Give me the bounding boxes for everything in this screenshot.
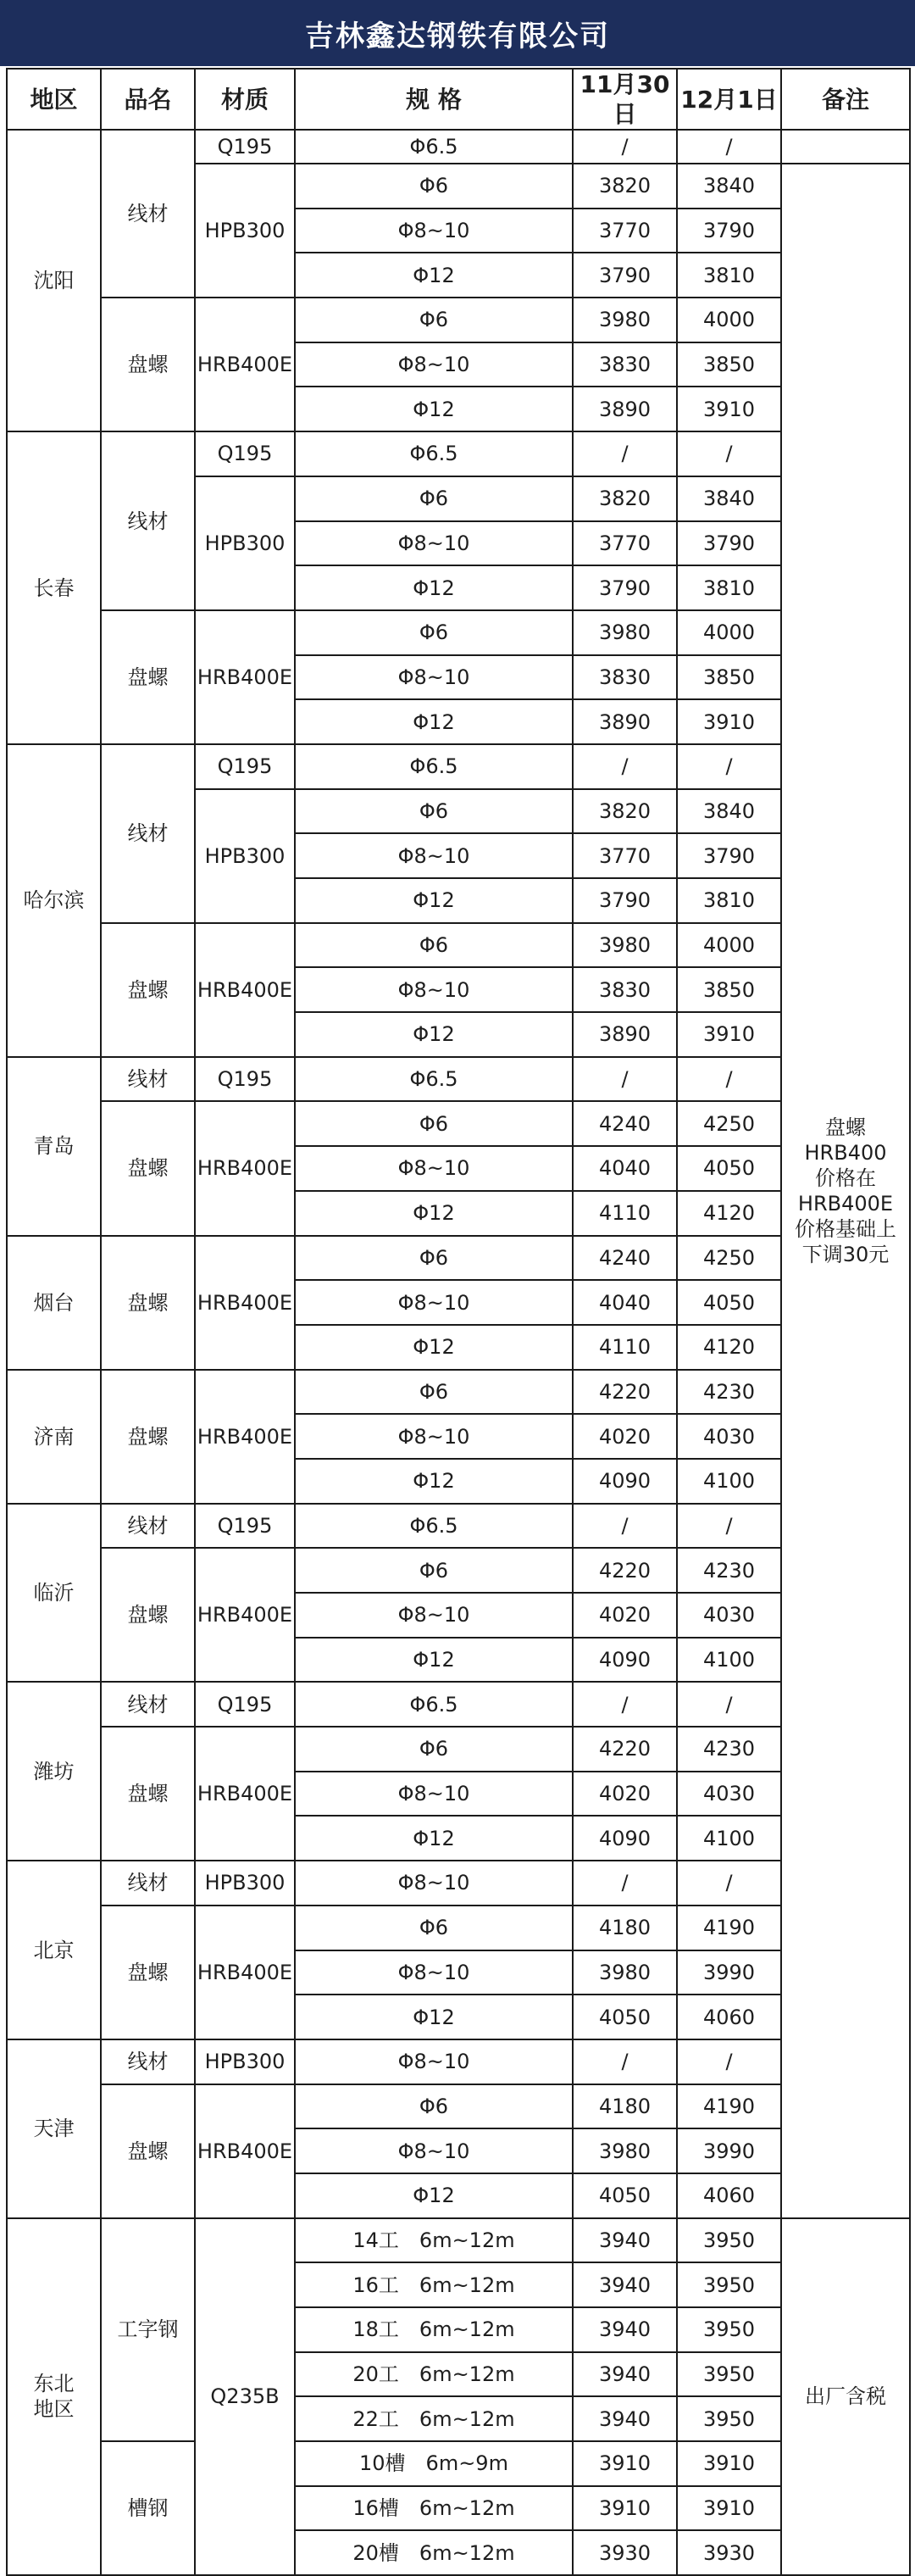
price-date-2-cell: 4060: [677, 2173, 781, 2218]
spec-cell: Φ8~10: [295, 2128, 573, 2173]
spec-cell: Φ6: [295, 298, 573, 342]
price-date-1-cell: 4020: [573, 1772, 677, 1817]
region-cell: 潍坊: [7, 1682, 101, 1861]
header-region: 地区: [7, 69, 101, 130]
price-date-1-cell: 4050: [573, 2173, 677, 2218]
product-cell: 线材: [101, 2039, 195, 2084]
remark-note-line: HRB400: [804, 1140, 887, 1165]
price-date-1-cell: 4040: [573, 1280, 677, 1325]
price-date-2-cell: 4030: [677, 1414, 781, 1459]
spec-cell: Φ8~10: [295, 209, 573, 253]
material-cell: Q195: [195, 431, 295, 476]
price-date-1-cell: 3940: [573, 2352, 677, 2397]
material-cell: Q195: [195, 130, 295, 164]
spec-cell: Φ8~10: [295, 1146, 573, 1191]
spec-cell: 16工 6m~12m: [295, 2262, 573, 2307]
spec-cell: Φ6: [295, 1727, 573, 1772]
spec-cell: Φ6: [295, 164, 573, 209]
price-date-1-cell: /: [573, 1057, 677, 1102]
spec-cell: Φ12: [295, 1012, 573, 1057]
spec-cell: Φ6: [295, 1548, 573, 1593]
price-date-2-cell: 4250: [677, 1236, 781, 1281]
spec-cell: 22工 6m~12m: [295, 2396, 573, 2441]
product-cell: 盘螺: [101, 1370, 195, 1504]
price-date-2-cell: 4100: [677, 1816, 781, 1861]
spec-cell: Φ6: [295, 1236, 573, 1281]
region-cell: 临沂: [7, 1504, 101, 1683]
price-date-1-cell: /: [573, 431, 677, 476]
price-date-1-cell: 3830: [573, 967, 677, 1012]
material-cell: Q195: [195, 1504, 295, 1549]
spec-cell: Φ12: [295, 1816, 573, 1861]
table-body: [7, 130, 910, 2575]
spec-cell: Φ12: [295, 1191, 573, 1236]
material-cell: HRB400E: [195, 1727, 295, 1861]
header-date-2: 12月1日: [677, 69, 781, 130]
price-date-2-cell: 3930: [677, 2530, 781, 2575]
price-date-1-cell: 4040: [573, 1146, 677, 1191]
price-date-2-cell: 3990: [677, 2128, 781, 2173]
price-date-2-cell: 3840: [677, 789, 781, 834]
price-date-2-cell: /: [677, 1057, 781, 1102]
price-date-2-cell: 4230: [677, 1727, 781, 1772]
price-date-1-cell: 3940: [573, 2396, 677, 2441]
price-date-1-cell: 4220: [573, 1548, 677, 1593]
material-cell: Q195: [195, 744, 295, 789]
price-date-1-cell: 4180: [573, 2084, 677, 2129]
price-date-2-cell: 4000: [677, 298, 781, 342]
table-row: [7, 1504, 910, 1549]
table-row: [7, 298, 910, 342]
remark-note-line: HRB400E: [797, 1191, 894, 1216]
spec-cell: Φ8~10: [295, 1861, 573, 1906]
spec-cell: 14工 6m~12m: [295, 2218, 573, 2263]
price-date-2-cell: 4230: [677, 1370, 781, 1415]
price-date-2-cell: 3910: [677, 699, 781, 744]
price-date-2-cell: 3910: [677, 2441, 781, 2486]
price-date-1-cell: 3830: [573, 342, 677, 387]
material-cell: HRB400E: [195, 1101, 295, 1235]
price-date-1-cell: 3890: [573, 1012, 677, 1057]
spec-cell: Φ12: [295, 2173, 573, 2218]
spec-cell: Φ6: [295, 1370, 573, 1415]
price-date-1-cell: 4180: [573, 1906, 677, 1950]
price-date-2-cell: 3950: [677, 2352, 781, 2397]
spec-cell: Φ12: [295, 387, 573, 431]
material-cell: HPB300: [195, 164, 295, 298]
spec-cell: 20槽 6m~12m: [295, 2530, 573, 2575]
spec-cell: 16槽 6m~12m: [295, 2486, 573, 2531]
price-date-2-cell: 3850: [677, 655, 781, 700]
price-date-1-cell: 3940: [573, 2307, 677, 2352]
price-date-2-cell: 3810: [677, 565, 781, 610]
spec-cell: Φ8~10: [295, 1772, 573, 1817]
spec-cell: Φ8~10: [295, 2039, 573, 2084]
material-cell: HRB400E: [195, 610, 295, 744]
product-cell: 工字钢: [101, 2218, 195, 2441]
material-cell: HRB400E: [195, 1548, 295, 1682]
region-cell: 北京: [7, 1861, 101, 2039]
spec-cell: Φ6.5: [295, 130, 573, 164]
header-remark: 备注: [781, 69, 910, 130]
price-date-1-cell: 3980: [573, 610, 677, 655]
remark-bottom-cell: 出厂含税: [781, 2218, 910, 2576]
price-table: [6, 68, 911, 2576]
spec-cell: Φ8~10: [295, 833, 573, 878]
price-date-1-cell: 3890: [573, 699, 677, 744]
material-cell: HRB400E: [195, 1370, 295, 1504]
price-date-2-cell: 3910: [677, 1012, 781, 1057]
material-cell: Q195: [195, 1057, 295, 1102]
remark-empty-cell: [781, 130, 910, 164]
product-cell: 线材: [101, 1861, 195, 1906]
price-date-2-cell: 4230: [677, 1548, 781, 1593]
table-row: [7, 744, 910, 789]
material-cell: HPB300: [195, 1861, 295, 1906]
price-date-2-cell: 4030: [677, 1593, 781, 1638]
price-date-1-cell: 3980: [573, 923, 677, 968]
region-cell: 东北 地区: [7, 2218, 101, 2576]
page-title: 吉林鑫达钢铁有限公司: [0, 0, 915, 66]
price-date-2-cell: 4060: [677, 1995, 781, 2039]
remark-note-line: 价格在: [815, 1166, 876, 1190]
header-row: [7, 69, 910, 130]
price-date-1-cell: 3770: [573, 833, 677, 878]
spec-cell: Φ12: [295, 253, 573, 298]
price-date-2-cell: 3850: [677, 967, 781, 1012]
price-date-2-cell: 3910: [677, 387, 781, 431]
price-date-1-cell: 3930: [573, 2530, 677, 2575]
price-date-2-cell: 4190: [677, 2084, 781, 2129]
price-date-2-cell: 3910: [677, 2486, 781, 2531]
price-date-1-cell: 4090: [573, 1638, 677, 1683]
price-date-2-cell: 4120: [677, 1191, 781, 1236]
header-product: 品名: [101, 69, 195, 130]
price-date-2-cell: 3840: [677, 476, 781, 521]
price-date-2-cell: /: [677, 1682, 781, 1727]
price-date-1-cell: 3790: [573, 565, 677, 610]
spec-cell: Φ6.5: [295, 1682, 573, 1727]
spec-cell: Φ8~10: [295, 655, 573, 700]
spec-cell: Φ6.5: [295, 1504, 573, 1549]
price-date-2-cell: 3950: [677, 2218, 781, 2263]
price-date-1-cell: 4050: [573, 1995, 677, 2039]
product-cell: 槽钢: [101, 2441, 195, 2575]
spec-cell: Φ6: [295, 610, 573, 655]
spec-cell: Φ12: [295, 878, 573, 923]
price-date-2-cell: 3810: [677, 878, 781, 923]
price-date-2-cell: 4120: [677, 1325, 781, 1370]
table-row: [7, 1101, 910, 1146]
price-date-2-cell: 4190: [677, 1906, 781, 1950]
price-date-2-cell: 3790: [677, 521, 781, 566]
price-date-2-cell: 3990: [677, 1950, 781, 1995]
price-date-2-cell: 4030: [677, 1772, 781, 1817]
region-cell: 烟台: [7, 1236, 101, 1370]
material-cell: HPB300: [195, 789, 295, 923]
product-cell: 盘螺: [101, 1236, 195, 1370]
table-row: [7, 2218, 910, 2263]
price-date-1-cell: 3820: [573, 789, 677, 834]
table-row: [7, 610, 910, 655]
table-row: [7, 1727, 910, 1772]
region-cell: 长春: [7, 431, 101, 744]
product-cell: 盘螺: [101, 923, 195, 1057]
price-date-2-cell: /: [677, 1861, 781, 1906]
material-cell: Q195: [195, 1682, 295, 1727]
price-date-1-cell: /: [573, 1682, 677, 1727]
material-cell: HRB400E: [195, 1236, 295, 1370]
table-row: [7, 2039, 910, 2084]
spec-cell: Φ8~10: [295, 342, 573, 387]
spec-cell: Φ6: [295, 1906, 573, 1950]
spec-cell: Φ8~10: [295, 1950, 573, 1995]
price-date-1-cell: 3770: [573, 209, 677, 253]
price-date-2-cell: /: [677, 431, 781, 476]
price-date-2-cell: /: [677, 1504, 781, 1549]
spec-cell: Φ8~10: [295, 1414, 573, 1459]
product-cell: 盘螺: [101, 1101, 195, 1235]
product-cell: 盘螺: [101, 298, 195, 431]
spec-cell: Φ8~10: [295, 967, 573, 1012]
spec-cell: Φ12: [295, 1995, 573, 2039]
price-date-1-cell: 4090: [573, 1459, 677, 1504]
spec-cell: Φ6: [295, 2084, 573, 2129]
price-date-2-cell: 3850: [677, 342, 781, 387]
product-cell: 盘螺: [101, 2084, 195, 2218]
product-cell: 线材: [101, 1682, 195, 1727]
spec-cell: Φ8~10: [295, 1593, 573, 1638]
product-cell: 线材: [101, 1057, 195, 1102]
price-date-2-cell: 3950: [677, 2307, 781, 2352]
table-row: [7, 1236, 910, 1281]
table-row: [7, 1057, 910, 1102]
remark-note-cell: [781, 164, 910, 2218]
table-row: [7, 2084, 910, 2129]
region-cell: 青岛: [7, 1057, 101, 1236]
price-date-1-cell: 3910: [573, 2441, 677, 2486]
price-date-2-cell: 3950: [677, 2396, 781, 2441]
product-cell: 线材: [101, 744, 195, 923]
table-row: [7, 923, 910, 968]
remark-note-line: 价格基础上: [795, 1216, 896, 1241]
price-date-2-cell: 4050: [677, 1280, 781, 1325]
price-date-1-cell: 3980: [573, 298, 677, 342]
material-cell: HRB400E: [195, 1906, 295, 2039]
product-cell: 线材: [101, 431, 195, 610]
price-date-1-cell: 3790: [573, 253, 677, 298]
price-date-1-cell: 4020: [573, 1593, 677, 1638]
product-cell: 线材: [101, 130, 195, 298]
spec-cell: Φ6: [295, 476, 573, 521]
remark-note-line: 盘螺: [825, 1115, 866, 1139]
table-row: [7, 1861, 910, 1906]
price-date-1-cell: 3910: [573, 2486, 677, 2531]
price-date-1-cell: 4020: [573, 1414, 677, 1459]
price-date-2-cell: 3840: [677, 164, 781, 209]
spec-cell: 20工 6m~12m: [295, 2352, 573, 2397]
price-date-1-cell: 3890: [573, 387, 677, 431]
price-date-1-cell: 4090: [573, 1816, 677, 1861]
region-cell: 济南: [7, 1370, 101, 1504]
spec-cell: Φ6: [295, 789, 573, 834]
remark-note-line: 下调30元: [801, 1242, 890, 1266]
material-cell: Q235B: [195, 2218, 295, 2576]
table-row: [7, 1906, 910, 1950]
spec-cell: Φ12: [295, 1325, 573, 1370]
material-cell: HRB400E: [195, 298, 295, 431]
price-date-1-cell: 4240: [573, 1236, 677, 1281]
price-date-2-cell: /: [677, 744, 781, 789]
material-cell: HPB300: [195, 476, 295, 610]
material-cell: HPB300: [195, 2039, 295, 2084]
price-date-1-cell: 3820: [573, 164, 677, 209]
product-cell: 盘螺: [101, 1906, 195, 2039]
table-row: [7, 431, 910, 476]
price-date-2-cell: 4000: [677, 610, 781, 655]
price-date-1-cell: /: [573, 1504, 677, 1549]
price-date-2-cell: 4000: [677, 923, 781, 968]
spec-cell: Φ6: [295, 923, 573, 968]
price-date-1-cell: 4220: [573, 1370, 677, 1415]
spec-cell: Φ6.5: [295, 431, 573, 476]
price-date-1-cell: /: [573, 2039, 677, 2084]
price-date-1-cell: 3940: [573, 2262, 677, 2307]
price-date-2-cell: 4100: [677, 1459, 781, 1504]
price-date-1-cell: 4110: [573, 1325, 677, 1370]
price-date-1-cell: 3830: [573, 655, 677, 700]
spec-cell: Φ6: [295, 1101, 573, 1146]
price-date-1-cell: 3770: [573, 521, 677, 566]
region-cell: 天津: [7, 2039, 101, 2218]
material-cell: HRB400E: [195, 2084, 295, 2218]
product-cell: 盘螺: [101, 1548, 195, 1682]
price-date-1-cell: 3820: [573, 476, 677, 521]
product-cell: 线材: [101, 1504, 195, 1549]
price-date-2-cell: 3790: [677, 833, 781, 878]
spec-cell: 18工 6m~12m: [295, 2307, 573, 2352]
spec-cell: Φ6.5: [295, 1057, 573, 1102]
spec-cell: 10槽 6m~9m: [295, 2441, 573, 2486]
price-date-1-cell: /: [573, 1861, 677, 1906]
spec-cell: Φ6.5: [295, 744, 573, 789]
price-date-2-cell: /: [677, 2039, 781, 2084]
spec-cell: Φ8~10: [295, 1280, 573, 1325]
product-cell: 盘螺: [101, 610, 195, 744]
price-date-1-cell: 4110: [573, 1191, 677, 1236]
price-date-1-cell: /: [573, 744, 677, 789]
price-date-2-cell: 4250: [677, 1101, 781, 1146]
price-date-2-cell: 3810: [677, 253, 781, 298]
table-row: [7, 1548, 910, 1593]
region-cell: 沈阳: [7, 130, 101, 431]
header-spec: 规 格: [295, 69, 573, 130]
spec-cell: Φ12: [295, 1638, 573, 1683]
product-cell: 盘螺: [101, 1727, 195, 1861]
price-date-1-cell: 3980: [573, 2128, 677, 2173]
price-date-2-cell: 3950: [677, 2262, 781, 2307]
table-row: [7, 1682, 910, 1727]
spec-cell: Φ12: [295, 565, 573, 610]
price-date-1-cell: /: [573, 130, 677, 164]
header-date-1: 11月30日: [573, 69, 677, 130]
header-material: 材质: [195, 69, 295, 130]
material-cell: HRB400E: [195, 923, 295, 1057]
price-date-2-cell: /: [677, 130, 781, 164]
price-date-2-cell: 3790: [677, 209, 781, 253]
table-row: [7, 2441, 910, 2486]
price-date-1-cell: 4220: [573, 1727, 677, 1772]
price-date-1-cell: 4240: [573, 1101, 677, 1146]
spec-cell: Φ8~10: [295, 521, 573, 566]
table-row: [7, 1370, 910, 1415]
price-date-1-cell: 3940: [573, 2218, 677, 2263]
table-row: [7, 130, 910, 164]
price-date-2-cell: 4050: [677, 1146, 781, 1191]
region-cell: 哈尔滨: [7, 744, 101, 1057]
price-date-1-cell: 3980: [573, 1950, 677, 1995]
spec-cell: Φ12: [295, 1459, 573, 1504]
spec-cell: Φ12: [295, 699, 573, 744]
price-date-2-cell: 4100: [677, 1638, 781, 1683]
price-date-1-cell: 3790: [573, 878, 677, 923]
